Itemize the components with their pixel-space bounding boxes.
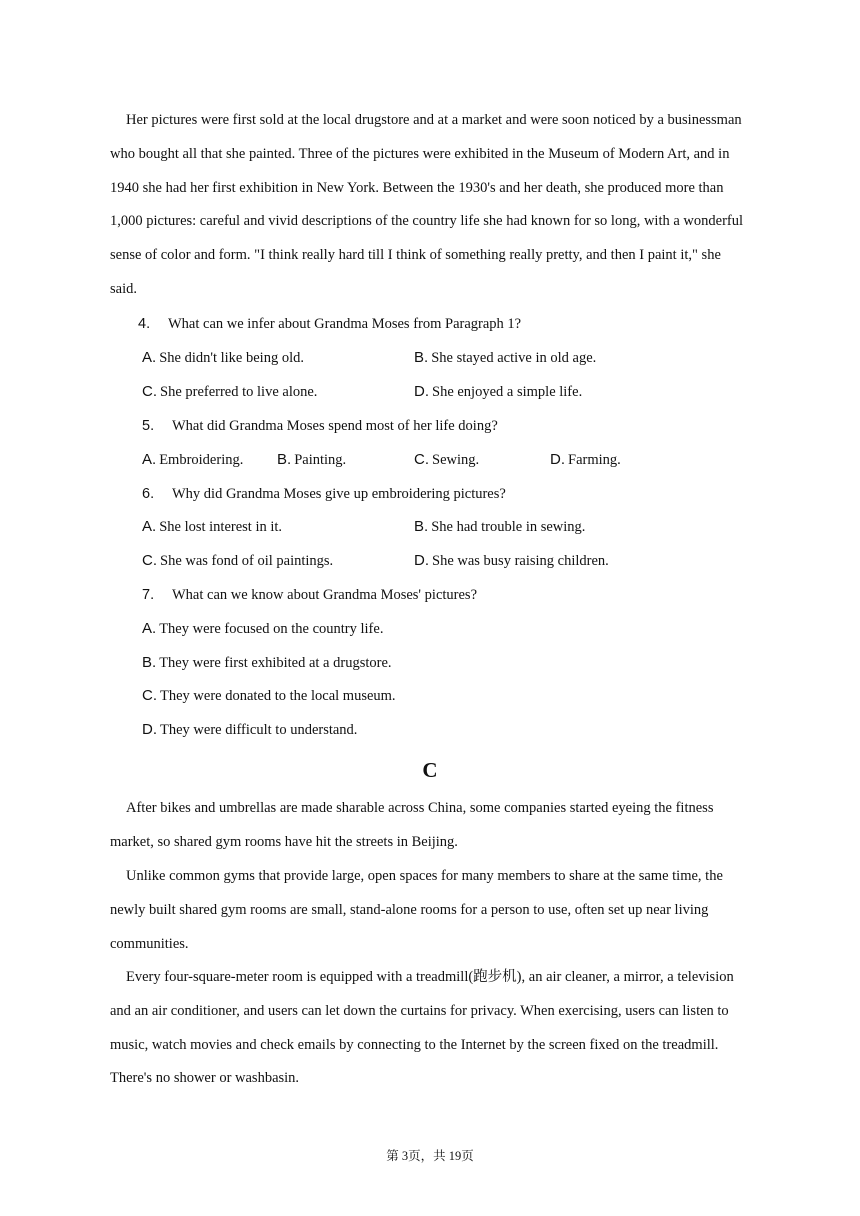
question-5-option-d: D. Farming. xyxy=(550,451,621,468)
paragraph-c-2: Unlike common gyms that provide large, open spaces for many members to share at the same time, the newly built shared gym rooms are small, stand-alone rooms for a person to use, often set up near living communities. xyxy=(110,868,723,952)
question-7-option-c: C. They were donated to the local museum. xyxy=(142,687,396,704)
paragraph-b-last: Her pictures were first sold at the local drugstore and at a market and were soon noticed by a businessman who bought all that she painted. Three of the pictures were exhibited in the Museum of Modern Art, and in 1940 she had her first exhibition in New York. Between the 1930's and her death, she produced more than 1,000 pictures: careful and vivid descriptions of the country life she had known for so long, with a wonderful sense of color and form. "I think really hard till I think of something really pretty, and then I paint it," she said. xyxy=(110,112,744,297)
question-4-option-a: A. She didn't like being old. xyxy=(142,349,304,366)
question-5: 5. What did Grandma Moses spend most of her life doing? xyxy=(142,418,498,434)
question-7-option-b: B. They were first exhibited at a drugstore. xyxy=(142,654,392,671)
question-6-option-c: C. She was fond of oil paintings. xyxy=(142,552,334,569)
paragraph-c-3: Every four-square-meter room is equipped with a treadmill(跑步机), an air cleaner, a mirror, a television and an air conditioner, and users can let down the curtains for privacy. When exercising, users can listen to music, watch movies and check emails by connecting to the Internet by the screen fixed on the treadmill. There's no shower or washbasin. xyxy=(110,969,734,1087)
question-7: 7. What can we know about Grandma Moses' pictures? xyxy=(142,587,478,603)
question-6: 6. Why did Grandma Moses give up embroidering pictures? xyxy=(142,486,506,502)
question-5-option-b: B. Painting. xyxy=(277,451,347,468)
question-5-option-a: A. Embroidering. xyxy=(142,451,244,468)
section-title-c: C xyxy=(422,758,438,782)
question-5-option-c: C. Sewing. xyxy=(414,451,480,468)
question-4: 4. What can we infer about Grandma Moses from Paragraph 1? xyxy=(138,316,522,332)
question-6-option-b: B. She had trouble in sewing. xyxy=(414,518,586,535)
page-footer: 第 3页，共 19页 xyxy=(386,1149,474,1163)
question-4-option-c: C. She preferred to live alone. xyxy=(142,383,318,400)
question-7-option-a: A. They were focused on the country life. xyxy=(142,620,384,637)
question-6-option-a: A. She lost interest in it. xyxy=(142,518,283,535)
question-6-option-d: D. She was busy raising children. xyxy=(414,552,609,569)
question-7-option-d: D. They were difficult to understand. xyxy=(142,721,358,738)
question-4-option-b: B. She stayed active in old age. xyxy=(414,349,597,366)
question-4-option-d: D. She enjoyed a simple life. xyxy=(414,383,583,400)
paragraph-c-1: After bikes and umbrellas are made sharable across China, some companies started eyeing the fitness market, so shared gym rooms have hit the streets in Beijing. xyxy=(110,800,714,850)
